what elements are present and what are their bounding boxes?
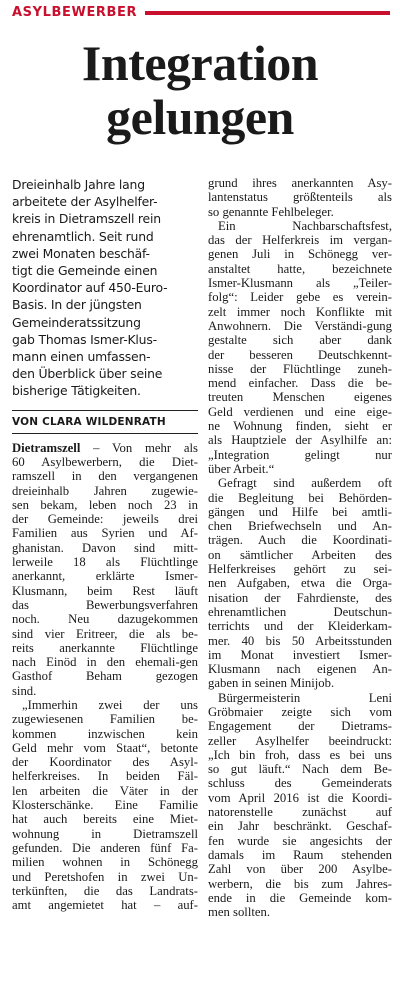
body-text-right — [208, 176, 392, 919]
body-line: on sämtlicher Arbeiten des — [208, 547, 392, 562]
body-line: Engagement der Dietrams- — [208, 719, 392, 734]
body-line: lerweile 18 als Flüchtlinge — [12, 555, 198, 570]
body-line: folg“: Leider gebe es verein- — [208, 290, 392, 305]
author-byline: VON CLARA WILDENRATH — [12, 415, 166, 428]
body-line: Geld verdienen und eine eige- — [208, 404, 392, 419]
body-line: Gefragt sind außerdem oft — [218, 476, 392, 491]
body-line: sind. — [12, 683, 37, 698]
body-line: kommen inzwischen kein — [12, 726, 198, 741]
body-line: 60 Asylbewerbern, die Diet- — [12, 454, 198, 469]
body-line: fen wurde sie angesichts der — [208, 833, 392, 848]
body-line: im Monat investiert Ismer- — [208, 647, 392, 662]
headline-line: Integration — [81, 35, 319, 91]
author-divider-bottom — [12, 433, 198, 434]
body-line: ne Wohnung finden, sieht er — [208, 419, 392, 434]
body-line: wohnung in Dietramszell — [12, 826, 198, 841]
body-line: und Peretshofen in zwei Un- — [12, 869, 198, 884]
body-line: als Hauptziele der Asylhilfe an: — [208, 433, 392, 448]
teaser — [12, 176, 198, 400]
body-line: so gut läuft.“ Nach dem Be- — [208, 762, 392, 777]
body-text-left — [12, 441, 198, 913]
body-line: ende in die Gemeinde kom- — [208, 890, 392, 905]
body-line: Klusmann nach eigenen An- — [208, 662, 392, 677]
body-line: zeller Asylhelfer beeindruckt: — [208, 733, 392, 748]
body-line: ghanistan. Davon sind mitt- — [12, 540, 198, 555]
body-line: damals im Raum stehenden — [208, 847, 392, 862]
body-line: hat auch bereits eine Miet- — [12, 812, 198, 827]
body-line: über Arbeit.“ — [208, 461, 275, 476]
body-line: natorenstelle zunächst auf — [208, 805, 392, 820]
body-line: amt angemietet hat – auf- — [12, 898, 198, 913]
body-line: treuten Menschen eigenes — [208, 390, 392, 405]
teaser-line: bisherige Tätigkeiten. — [12, 383, 141, 399]
body-line: werbern, die bis zum Jahres- — [208, 876, 392, 891]
body-line: nisse der Flüchtlinge zuneh- — [208, 361, 392, 376]
author-divider-top — [12, 410, 198, 411]
teaser-line: Koordinator auf 450-Euro- — [12, 280, 168, 296]
headline — [0, 36, 400, 144]
body-line: genen Juli in Schönegg ver- — [208, 247, 392, 262]
body-line: Familien aus Syrien und Af- — [12, 526, 198, 541]
headline-line: gelungen — [106, 89, 294, 145]
body-line: gestalte sich aber dank — [208, 333, 392, 348]
body-line: gefunden. Die anderen fünf Fa- — [12, 840, 198, 855]
body-line: die Begleitung bei Behörden- — [208, 490, 392, 505]
section-kicker: ASYLBEWERBER — [12, 5, 138, 20]
teaser-line: Basis. In der jüngsten — [12, 297, 142, 313]
left-column — [12, 176, 198, 912]
teaser-line: mann einen umfassen- — [12, 349, 151, 365]
body-line: Klusmann, beim Rest läuft — [12, 583, 198, 598]
section-rule — [145, 11, 390, 15]
body-line: „Ich bin froh, dass es bei uns — [208, 747, 392, 762]
teaser-line: Gemeinderatssitzung — [12, 314, 141, 330]
body-line: trägen. Auch die Koordinati- — [208, 533, 392, 548]
body-line: der Gemeinde: jeweils drei — [12, 512, 198, 527]
teaser-line: den Überblick über seine — [12, 366, 163, 382]
body-line: nach Einöd in den ehemali-gen — [12, 655, 198, 670]
body-line: nisation der Fahrdienste, des — [208, 590, 392, 605]
body-line: ehrenamtlichen Deutschun- — [208, 604, 392, 619]
body-line — [12, 441, 198, 455]
body-line: Zahl von über 200 Asylbe- — [208, 862, 392, 877]
body-line: nen Aufgaben, etwa die Orga- — [208, 576, 392, 591]
body-line: helferkreises. In beiden Fäl- — [12, 769, 198, 784]
body-line: dreieinhalb Jahren zugewie- — [12, 483, 198, 498]
body-line: Geld mehr vom Staat“, betonte — [12, 740, 198, 755]
body-line: sen bekam, leben noch 23 in — [12, 497, 198, 512]
body-line: sind vier Eritreer, die als be- — [12, 626, 198, 641]
body-line: reits anerkannte Flüchtlinge — [12, 640, 198, 655]
body-line: ramszell in den vergangenen — [12, 469, 198, 484]
body-line: Bürgermeisterin Leni — [218, 690, 392, 705]
body-line: Klosterschänke. Eine Familie — [12, 798, 198, 813]
body-line: chen Briefwechseln und An- — [208, 519, 392, 534]
body-line: mer. 40 bis 50 Arbeitsstunden — [208, 633, 392, 648]
body-line: der besseren Deutschkennt- — [208, 347, 392, 362]
body-line: „Integration gelingt nur — [208, 447, 392, 462]
body-line: schluss des Gemeinderats — [208, 776, 392, 791]
body-line: Anwohnern. Die Verständi-gung — [208, 318, 392, 333]
body-line: vom April 2016 ist die Koordi- — [208, 790, 392, 805]
body-line: so genannte Fehlbeleger. — [208, 204, 334, 219]
body-line: anstaltet hatte, bezeichnete — [208, 261, 392, 276]
teaser-line: arbeitete der Asylhelfer- — [12, 194, 158, 210]
teaser-line: tigt die Gemeinde einen — [12, 263, 158, 279]
body-line: zelt immer noch Konflikte mit — [208, 304, 392, 319]
teaser-line: ehrenamtlich. Seit rund — [12, 228, 154, 244]
body-line: „Immerhin zwei der uns — [22, 697, 198, 712]
body-line: Helferkreises gehört zu sei- — [208, 562, 392, 577]
body-line: gaben in seinen Minijob. — [208, 676, 335, 691]
section-header — [12, 5, 390, 20]
teaser-line: kreis in Dietramszell rein — [12, 211, 161, 227]
teaser-line: gab Thomas Ismer-Klus- — [12, 331, 157, 347]
dateline: Dietramszell — [12, 440, 81, 455]
body-line: ein Jahr beschränkt. Geschaf- — [208, 819, 392, 834]
teaser-line: zwei Monaten beschäf- — [12, 245, 150, 261]
body-line: Gröbmaier zeigte sich vom — [208, 704, 392, 719]
body-line: noch. Neu dazugekommen — [12, 612, 198, 627]
body-line: der Koordinator des Asyl- — [12, 755, 198, 770]
body-line: terrichts und der Kleiderkam- — [208, 619, 392, 634]
body-line: zugewiesenen Familien be- — [12, 712, 198, 727]
body-line: anerkannt, erklärte Ismer- — [12, 569, 198, 584]
right-column — [208, 176, 392, 919]
body-line: men sollten. — [208, 905, 271, 920]
body-line: das der Helferkreis im vergan- — [208, 233, 392, 248]
body-line: Ismer-Klusmann als „Teiler- — [208, 276, 392, 291]
body-line: grund ihres anerkannten Asy- — [208, 176, 392, 190]
body-line: Gasthof Beham gezogen — [12, 669, 198, 684]
body-line: milien wohnen in Schönegg — [12, 855, 198, 870]
body-line: lantenstatus größtenteils als — [208, 190, 392, 205]
teaser-line: Dreieinhalb Jahre lang — [12, 177, 145, 192]
body-line: len arbeiten die Väter in der — [12, 783, 198, 798]
body-line: das Bewerbungsverfahren — [12, 597, 198, 612]
body-line: Ein Nachbarschaftsfest, — [218, 218, 392, 233]
body-line: terkünften, die das Landrats- — [12, 883, 198, 898]
body-line: mend einfacher. Dass die be- — [208, 376, 392, 391]
body-line: gängen und Hilfe bei amtli- — [208, 504, 392, 519]
body-line-text: – Von mehr als — [80, 440, 198, 455]
